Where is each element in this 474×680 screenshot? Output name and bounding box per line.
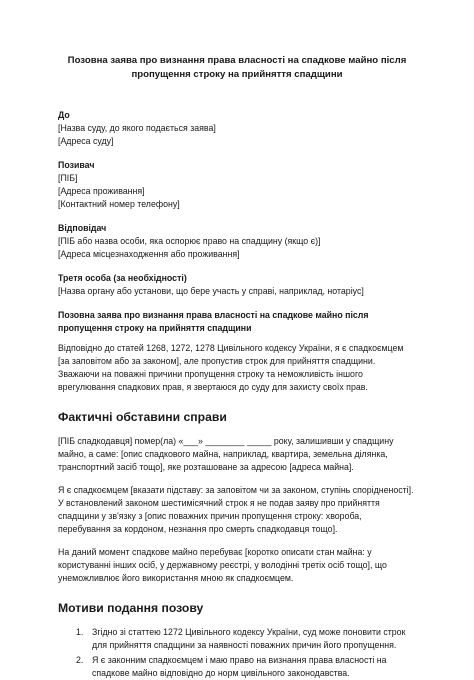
- facts-paragraph: Я є спадкоємцем [вказати підставу: за заповітом чи за законом, ступінь спорідненості]. У встановлений законом шестимісячний строк я не подав заяву про прийняття спадщини у зв'язку з [опис поважних причин пропущення строку: хвороба, перебування за кордоном, незнання про смерть спадкодавця тощо].: [58, 485, 414, 534]
- claim-title: Позовна заява про визнання права власності на спадкове майно після пропущення строку на прийняття спадщини: [58, 310, 369, 333]
- party-third-person: [58, 272, 416, 298]
- party-court: [58, 109, 416, 148]
- document-title: Позовна заява про визнання права власності на спадкове майно після пропущення строку на прийняття спадщини: [67, 55, 407, 80]
- party-line: [Адреса місцезнаходження або проживання]: [58, 249, 240, 259]
- facts-paragraph: На даний момент спадкове майно перебуває [коротко описати стан майна: у користуванні інших осіб, у державному реєстрі, у володінні третіх осіб тощо], що унеможливлює його використання мною як спадкоємцем.: [58, 547, 387, 583]
- party-line: [Адреса суду]: [58, 136, 114, 146]
- party-heading: Позивач: [58, 160, 95, 170]
- party-heading: Відповідач: [58, 223, 107, 233]
- party-line: [Назва органу або установи, що бере участь у справі, наприклад, нотаріус]: [58, 286, 364, 296]
- party-line: [Адреса проживання]: [58, 186, 145, 196]
- party-heading: До: [58, 110, 70, 120]
- list-item-number: 2.: [76, 655, 84, 665]
- party-heading: Третя особа (за необхідності): [58, 273, 187, 283]
- facts-paragraph: [ПІБ спадкодавця] помер(ла) «___» ________ _____ року, залишивши у спадщину майно, а саме: [опис спадкового майна, наприклад, квартира, земельна ділянка, транспортний засіб тощо], яке розташоване за адресою [адреса майна].: [58, 436, 394, 472]
- facts-heading: Фактичні обставини справи: [58, 410, 227, 424]
- list-item: [58, 626, 416, 652]
- intro-paragraph: Відповідно до статей 1268, 1272, 1278 Цивільного кодексу України, я є спадкоємцем [за заповітом або за законом], але пропустив строк для прийняття спадщини. Зважаючи на поважні причини пропущення строку та неможливість іншого врегулювання спадкових прав, я звертаюся до суду для захисту своїх прав.: [58, 343, 404, 392]
- party-line: [Контактний номер телефону]: [58, 199, 180, 209]
- list-item-number: 1.: [76, 627, 84, 637]
- list-item-text: Згідно зі статтею 1272 Цивільного кодексу України, суд може поновити строк для прийняття спадщини за наявності поважних причин його пропущення.: [92, 627, 406, 650]
- motives-list: [58, 626, 416, 680]
- list-item: [58, 654, 416, 680]
- party-line: [ПІБ або назва особи, яка оспорює право на спадщину (якщо є)]: [58, 236, 321, 246]
- party-line: [Назва суду, до якого подається заява]: [58, 123, 216, 133]
- list-item-text: Я є законним спадкоємцем і маю право на визнання права власності на спадкове майно відповідно до норм цивільного законодавства.: [92, 655, 387, 678]
- party-plaintiff: [58, 159, 416, 211]
- party-defendant: [58, 222, 416, 261]
- motives-heading: Мотиви подання позову: [58, 601, 204, 615]
- party-line: [ПІБ]: [58, 173, 78, 183]
